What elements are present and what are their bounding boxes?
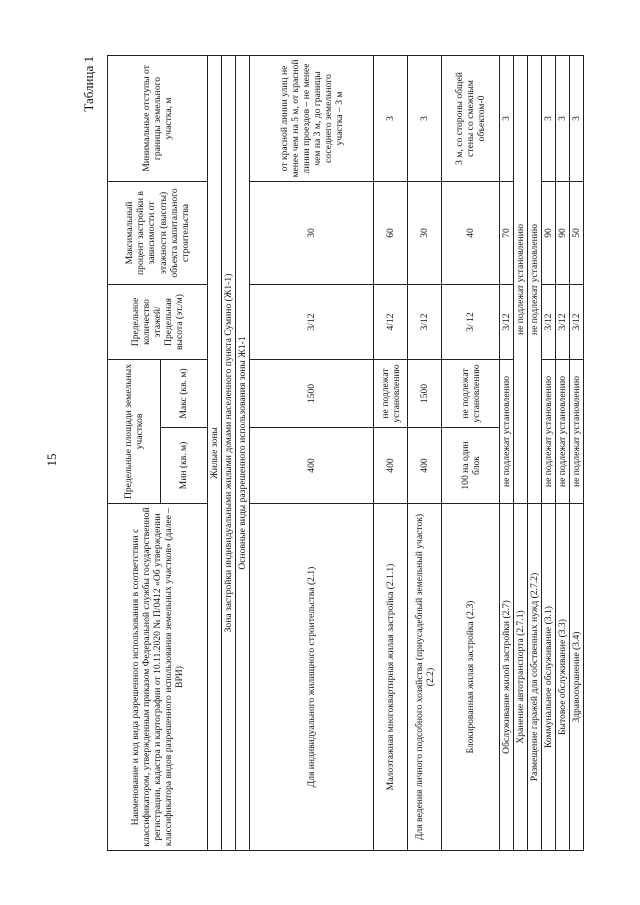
table-row — [528, 55, 542, 850]
section-zones: Жилые зоны — [208, 55, 222, 850]
table-caption: Таблица 1 — [81, 56, 96, 112]
floors: 3/12 — [542, 284, 556, 359]
header-area-group: Предельные площади земельных участков — [108, 359, 161, 503]
coverage: 50 — [570, 181, 584, 284]
floors: 3/12 — [408, 284, 442, 359]
floors: 3/ 12 — [442, 284, 500, 359]
vri-name: Для индивидуального жилищного строительства (2.1) — [250, 504, 374, 851]
area-min: 400 — [374, 428, 408, 504]
section-zone-name: Зона застройки индивидуальными жилыми домами населенного пункта Сумино (Ж1-1) — [222, 55, 236, 850]
area-min: 100 на один блок — [442, 428, 500, 504]
setback: 3 м, со стороны общей стены со смежным объектом-0 — [442, 55, 500, 181]
table-row — [556, 55, 570, 850]
setback: 3 — [408, 55, 442, 181]
setback: 3 — [556, 55, 570, 181]
area-min: 400 — [408, 428, 442, 504]
floors: 3/12 — [500, 284, 514, 359]
area-merged: не подлежат установлению — [570, 359, 584, 503]
section-row — [236, 55, 250, 850]
vri-name: Коммунальное обслуживание (3.1) — [542, 504, 556, 851]
vri-name: Обслуживание жилой застройки (2.7) — [500, 504, 514, 851]
vri-name: Блокированная жилая застройка (2.3) — [442, 504, 500, 851]
vri-name: Малоэтажная многоквартирная жилая застройка (2.1.1) — [374, 504, 408, 851]
values-merged: не подлежат установлению — [528, 55, 542, 503]
table-row — [408, 55, 442, 850]
section-row — [208, 55, 222, 850]
table-row — [374, 55, 408, 850]
vri-name: Бытовое обслуживание (3.3) — [556, 504, 570, 851]
section-row — [222, 55, 236, 850]
header-setback: Минимальные отступы от границы земельного участка, м — [108, 55, 208, 181]
header-row-1 — [108, 55, 161, 850]
setback: 3 — [500, 55, 514, 181]
table-row — [442, 55, 500, 850]
table-row — [570, 55, 584, 850]
setback: 3 — [374, 55, 408, 181]
coverage: 90 — [542, 181, 556, 284]
coverage: 70 — [500, 181, 514, 284]
section-main-vri: Основные виды разрешенного использования зоны Ж1-1 — [236, 55, 250, 850]
floors: 4/12 — [374, 284, 408, 359]
regulations-table — [107, 55, 584, 851]
rotated-table-block — [81, 56, 591, 851]
setback: 3 — [570, 55, 584, 181]
vri-name: Здравоохранение (3.4) — [570, 504, 584, 851]
floors: 3/12 — [570, 284, 584, 359]
coverage: 30 — [408, 181, 442, 284]
coverage: 40 — [442, 181, 500, 284]
table-row — [250, 55, 374, 850]
table-row — [542, 55, 556, 850]
coverage: 30 — [250, 181, 374, 284]
vri-name: Хранение автотранспорта (2.7.1) — [514, 504, 528, 851]
page-number: 15 — [44, 453, 59, 467]
area-merged: не подлежат установлению — [542, 359, 556, 503]
vri-name: Размещение гаражей для собственных нужд (2.7.2) — [528, 504, 542, 851]
header-area-max: Макс (кв. м) — [161, 359, 208, 427]
header-coverage: Максимальный процент застройки в зависимости от этажности (высоты) объекта капитального строительства — [108, 181, 208, 284]
header-vri: Наименование и код вида разрешенного использования в соответствии с классификатором, утвержденным приказом Федеральной службы государственной регистрации, кадастра и картографии от 10.11.2020 № П/0412 «Об утверждении классификатора видов разрешенного использования земельных участков» (далее – ВРИ) — [108, 504, 208, 851]
header-area-min: Мин (кв. м) — [161, 428, 208, 504]
area-merged: не подлежат установлению — [556, 359, 570, 503]
area-max: не подлежат установлению — [374, 359, 408, 427]
area-max: 1500 — [408, 359, 442, 427]
area-min: 400 — [250, 428, 374, 504]
coverage: 60 — [374, 181, 408, 284]
area-max: 1500 — [250, 359, 374, 427]
table-row — [500, 55, 514, 850]
setback: от красной линии улиц не менее чем на 5 м, от красной линии проездов – не менее чем на 3 м, до границы соседнего земельного участка – 3 м — [250, 55, 374, 181]
setback: 3 — [542, 55, 556, 181]
table-row — [514, 55, 528, 850]
vri-name: Для ведения личного подсобного хозяйства (приусадебный земельный участок) (2.2) — [408, 504, 442, 851]
floors: 3/12 — [250, 284, 374, 359]
coverage: 90 — [556, 181, 570, 284]
values-merged: не подлежат установлению — [514, 55, 528, 503]
area-max: не подлежат установлению — [442, 359, 500, 427]
header-floors: Предельное количество этажей/ Предельная высота (эт./м) — [108, 284, 208, 359]
floors: 3/12 — [556, 284, 570, 359]
area-merged: не подлежат установлению — [500, 359, 514, 503]
